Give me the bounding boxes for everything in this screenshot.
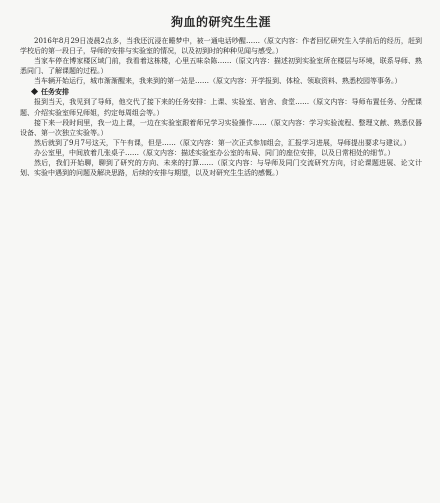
diamond-bullet-icon <box>31 88 38 95</box>
section-heading <box>32 87 422 97</box>
paragraph: 然后，我们开始聊，聊到了研究的方向、未来的打算……（原文内容：与导师及同门交流研究方向，讨论课题进展、论文计划、实验中遇到的问题及解决思路，后续的安排与期望，以及对研究生生活的感慨。） <box>20 159 422 178</box>
paragraph: 2016年8月29日凌晨2点多，当我还沉浸在睡梦中，被一通电话吵醒……（原文内容：作者回忆研究生入学前后的经历，赶到学校后的第一段日子，导师的安排与实验室的情况，以及初到时的种种见闻与感受。） <box>20 37 422 56</box>
paragraph: 报到当天，我见到了导师，他交代了接下来的任务安排：上课、实验室、宿舍、食堂……（原文内容：导师布置任务、分配课题、介绍实验室师兄师姐，约定每周组会等。） <box>20 98 422 117</box>
paragraph: 办公室里，中间放着几张桌子……（原文内容：描述实验室办公室的布局、同门的座位安排，以及日常相处的细节。） <box>34 148 395 157</box>
paragraph: 当家车停在博家楼区域门前，我看着这栋楼，心里五味杂陈……（原文内容：描述初到实验室所在楼层与环境，联系导师、熟悉同门、了解课题的过程。） <box>20 57 422 76</box>
document-title: 狗血的研究生生涯 <box>170 15 271 29</box>
paragraph: 然后就到了9月7号这天，下午有课，但是……（原文内容：第一次正式参加组会，汇报学习进展，导师提出要求与建议。） <box>34 138 411 147</box>
paragraph: 接下来一段时间里，我一边上课，一边在实验室跟着师兄学习实验操作……（原文内容：学习实验流程、整理文献、熟悉仪器设备、第一次独立实验等。） <box>20 118 422 137</box>
paragraph: 当车辆开始运行，城市渐渐醒来，我来到的第一站是……（原文内容：开学报到、体检、领取资料、熟悉校园等事务。） <box>34 77 402 86</box>
section-heading-label: 任务安排 <box>41 87 69 97</box>
